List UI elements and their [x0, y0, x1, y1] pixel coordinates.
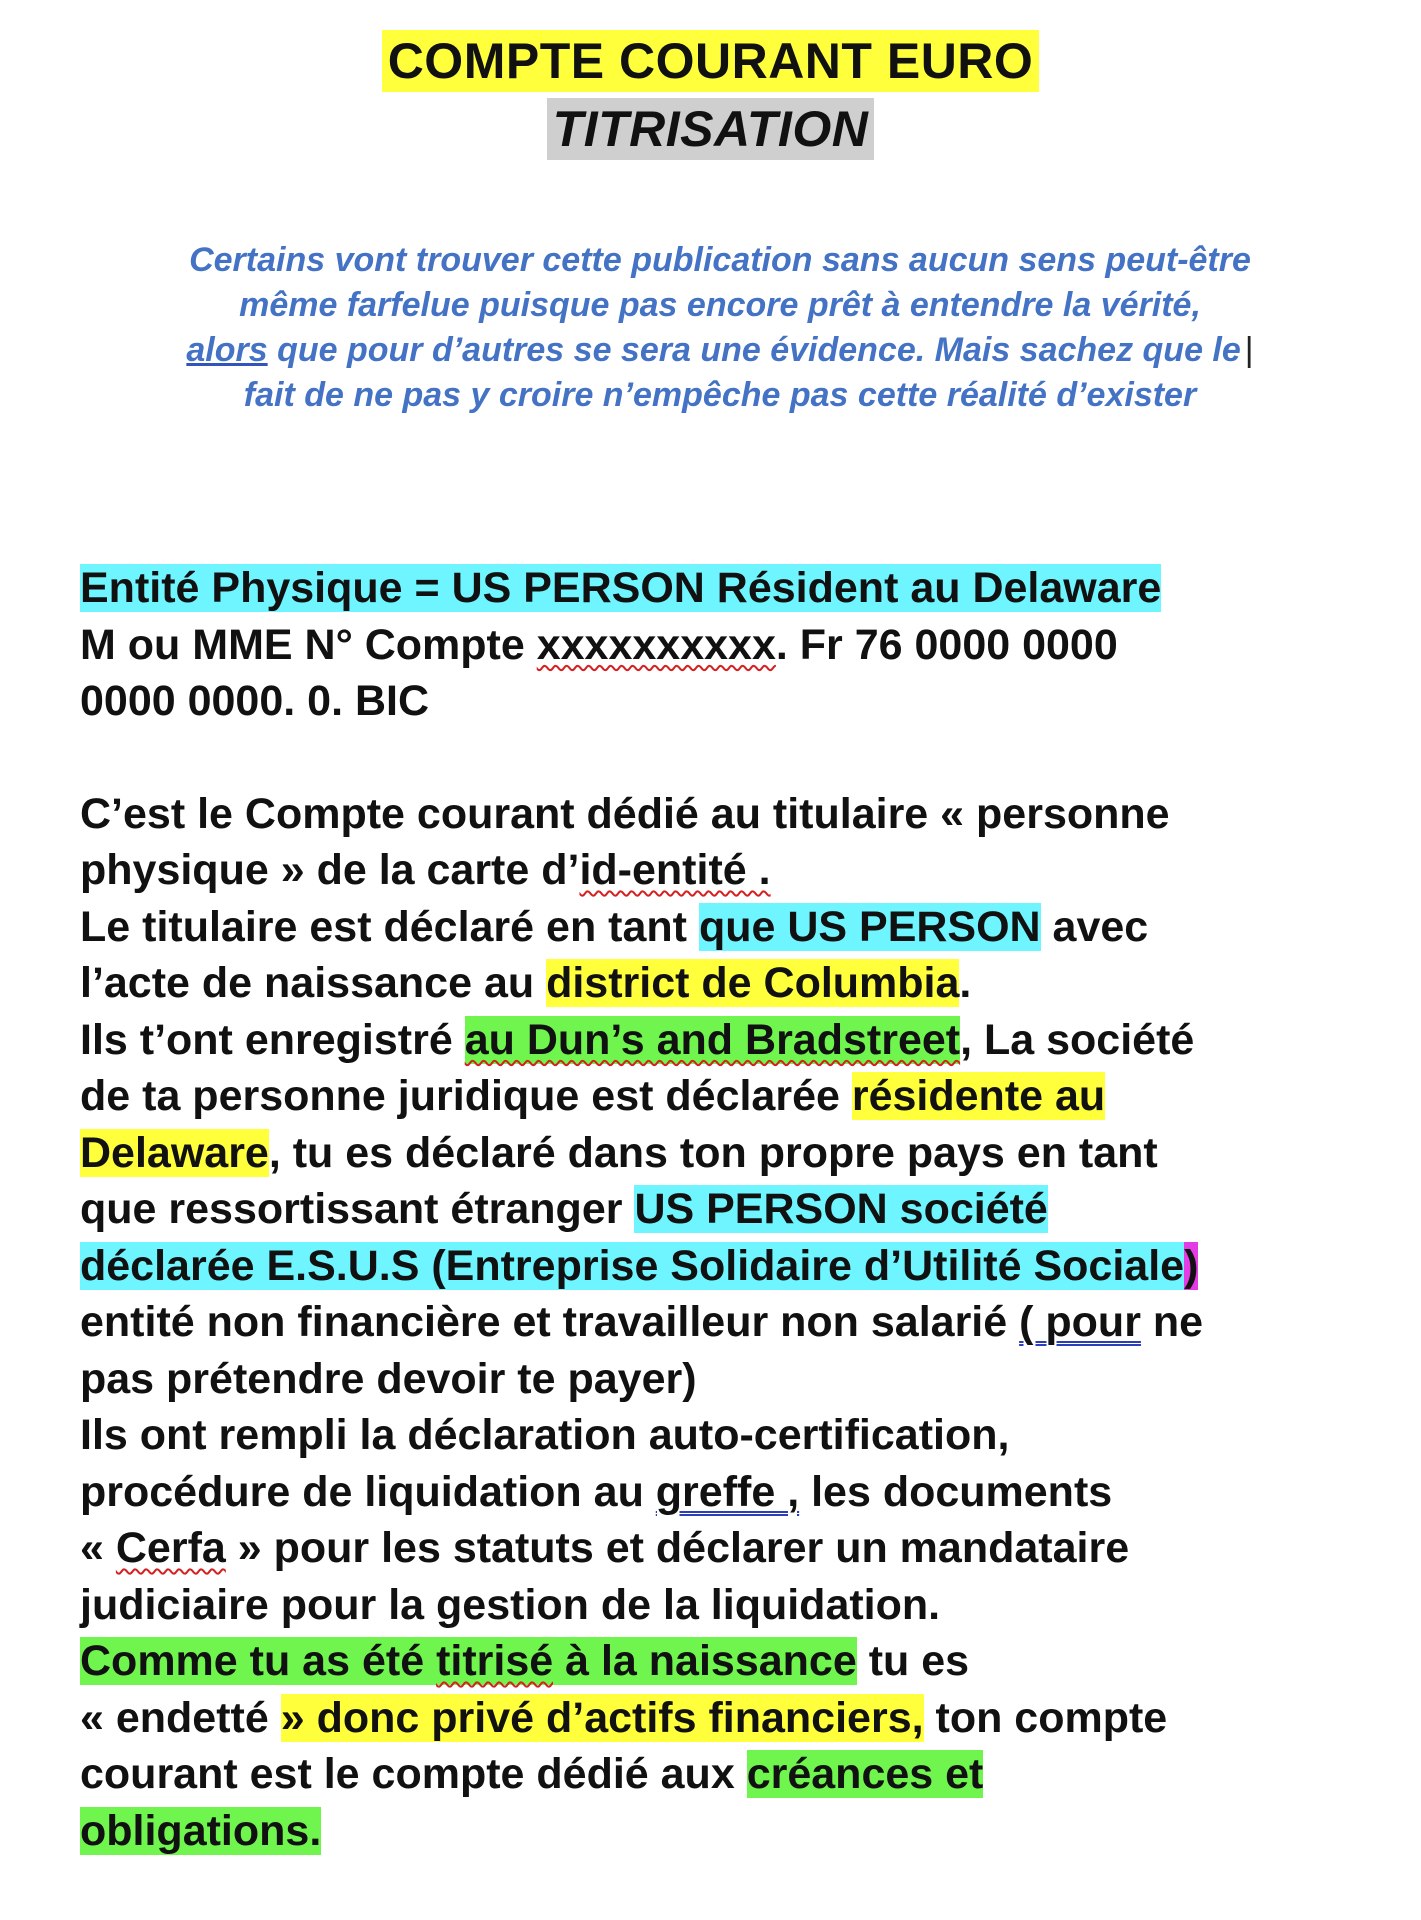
intro-line: fait de ne pas y croire n’empêche pas cette réalité d’exister [243, 376, 1197, 414]
highlight-green: créances et [746, 1750, 984, 1798]
text-run-spellcheck: id-entité . [579, 846, 771, 894]
highlight-cyan: Entité Physique = US PERSON Résident au Delaware [80, 564, 1162, 612]
body-line [80, 1520, 1380, 1577]
highlight-green: au Dun’s and Bradstreet [464, 1015, 961, 1064]
body-line [80, 955, 1380, 1012]
body-line [80, 1746, 1380, 1803]
text-run: ne [1140, 1298, 1204, 1346]
body-line [80, 1068, 1380, 1125]
text-run-spellcheck: Cerfa [115, 1524, 226, 1572]
body-line: Ils ont rempli la déclaration auto-certification, [80, 1411, 1010, 1459]
text-run: « [80, 1524, 116, 1572]
body-line [80, 899, 1380, 956]
text-run: procédure de liquidation au [80, 1467, 656, 1516]
text-run: avec [1040, 902, 1149, 951]
text-run: entité non financière et travailleur non salarié [80, 1298, 1020, 1346]
text-run: Ils t’ont enregistré [80, 1015, 465, 1064]
text-run: » pour les statuts et déclarer un mandataire [225, 1524, 1130, 1572]
body-line: judiciaire pour la gestion de la liquidation. [80, 1580, 941, 1629]
body-line [80, 1690, 1380, 1747]
text-run: de ta personne juridique est déclarée [80, 1072, 852, 1120]
text-run: que ressortissant étranger [80, 1185, 635, 1233]
body-line [80, 1633, 1380, 1690]
body-line [80, 1181, 1380, 1238]
intro-quote [90, 238, 1350, 418]
body-line [80, 1012, 1380, 1069]
text-run: M ou MME N° Compte [80, 620, 537, 669]
account-line: 0000 0000. 0. BIC [80, 677, 430, 725]
title-sub: TITRISATION [547, 98, 875, 160]
intro-line: Certains vont trouver cette publication sans aucun sens peut-être [189, 241, 1251, 279]
highlight-green: Comme tu as été [80, 1637, 437, 1685]
text-cursor: | [1244, 331, 1254, 369]
text-run-grammar: greffe , [655, 1467, 800, 1516]
intro-line [90, 328, 1350, 373]
highlight-green: obligations. [80, 1806, 322, 1855]
body-line: pas prétendre devoir te payer) [80, 1354, 697, 1403]
text-run: ton compte [923, 1693, 1168, 1742]
body-line [80, 842, 1380, 899]
text-run: . [959, 959, 972, 1007]
body-line [80, 1464, 1380, 1521]
highlight-green: titrisé [436, 1637, 554, 1685]
highlight-cyan: que US PERSON [698, 902, 1041, 951]
title-block [0, 30, 1421, 160]
highlight-yellow: résidente au [851, 1072, 1106, 1120]
document-body [80, 560, 1380, 1859]
highlight-magenta: ) [1184, 1241, 1199, 1290]
text-run: Le titulaire est déclaré en tant [80, 902, 699, 951]
text-run: , La société [960, 1015, 1195, 1064]
text-run: l’acte de naissance au [80, 959, 547, 1007]
entity-line [80, 560, 1380, 617]
text-run: « endetté [80, 1693, 281, 1742]
highlight-green: à la naissance [553, 1637, 857, 1685]
body-line: C’est le Compte courant dédié au titulaire « personne [80, 789, 1170, 838]
highlight-yellow: Delaware [80, 1128, 269, 1177]
body-line [80, 1294, 1380, 1351]
highlight-yellow: » donc privé d’actifs financiers, [280, 1693, 924, 1742]
account-number: xxxxxxxxxx [536, 620, 776, 669]
text-run-grammar: ( pour [1019, 1298, 1141, 1346]
text-run: courant est le compte dédié aux [80, 1750, 747, 1798]
body-line [80, 1803, 1380, 1860]
intro-underlined-word: alors [186, 331, 268, 369]
text-run: , tu es déclaré dans ton propre pays en tant [268, 1128, 1158, 1177]
text-run: physique » de la carte d’ [80, 846, 580, 894]
text-run: . Fr 76 0000 0000 [775, 620, 1118, 669]
account-line [80, 617, 1380, 674]
text-run: les documents [799, 1467, 1113, 1516]
body-line [80, 1238, 1380, 1295]
highlight-cyan: US PERSON société [634, 1185, 1048, 1233]
highlight-yellow: district de Columbia [546, 959, 960, 1007]
body-line [80, 1125, 1380, 1182]
highlight-cyan: déclarée E.S.U.S (Entreprise Solidaire d’Utilité Sociale [80, 1241, 1185, 1290]
intro-text: que pour d’autres se sera une évidence. Mais sachez que le [267, 331, 1241, 369]
title-main: COMPTE COURANT EURO [382, 30, 1040, 92]
intro-line: même farfelue puisque pas encore prêt à entendre la vérité, [239, 286, 1201, 324]
paragraph-gap [80, 730, 1380, 786]
text-run: tu es [856, 1637, 970, 1685]
